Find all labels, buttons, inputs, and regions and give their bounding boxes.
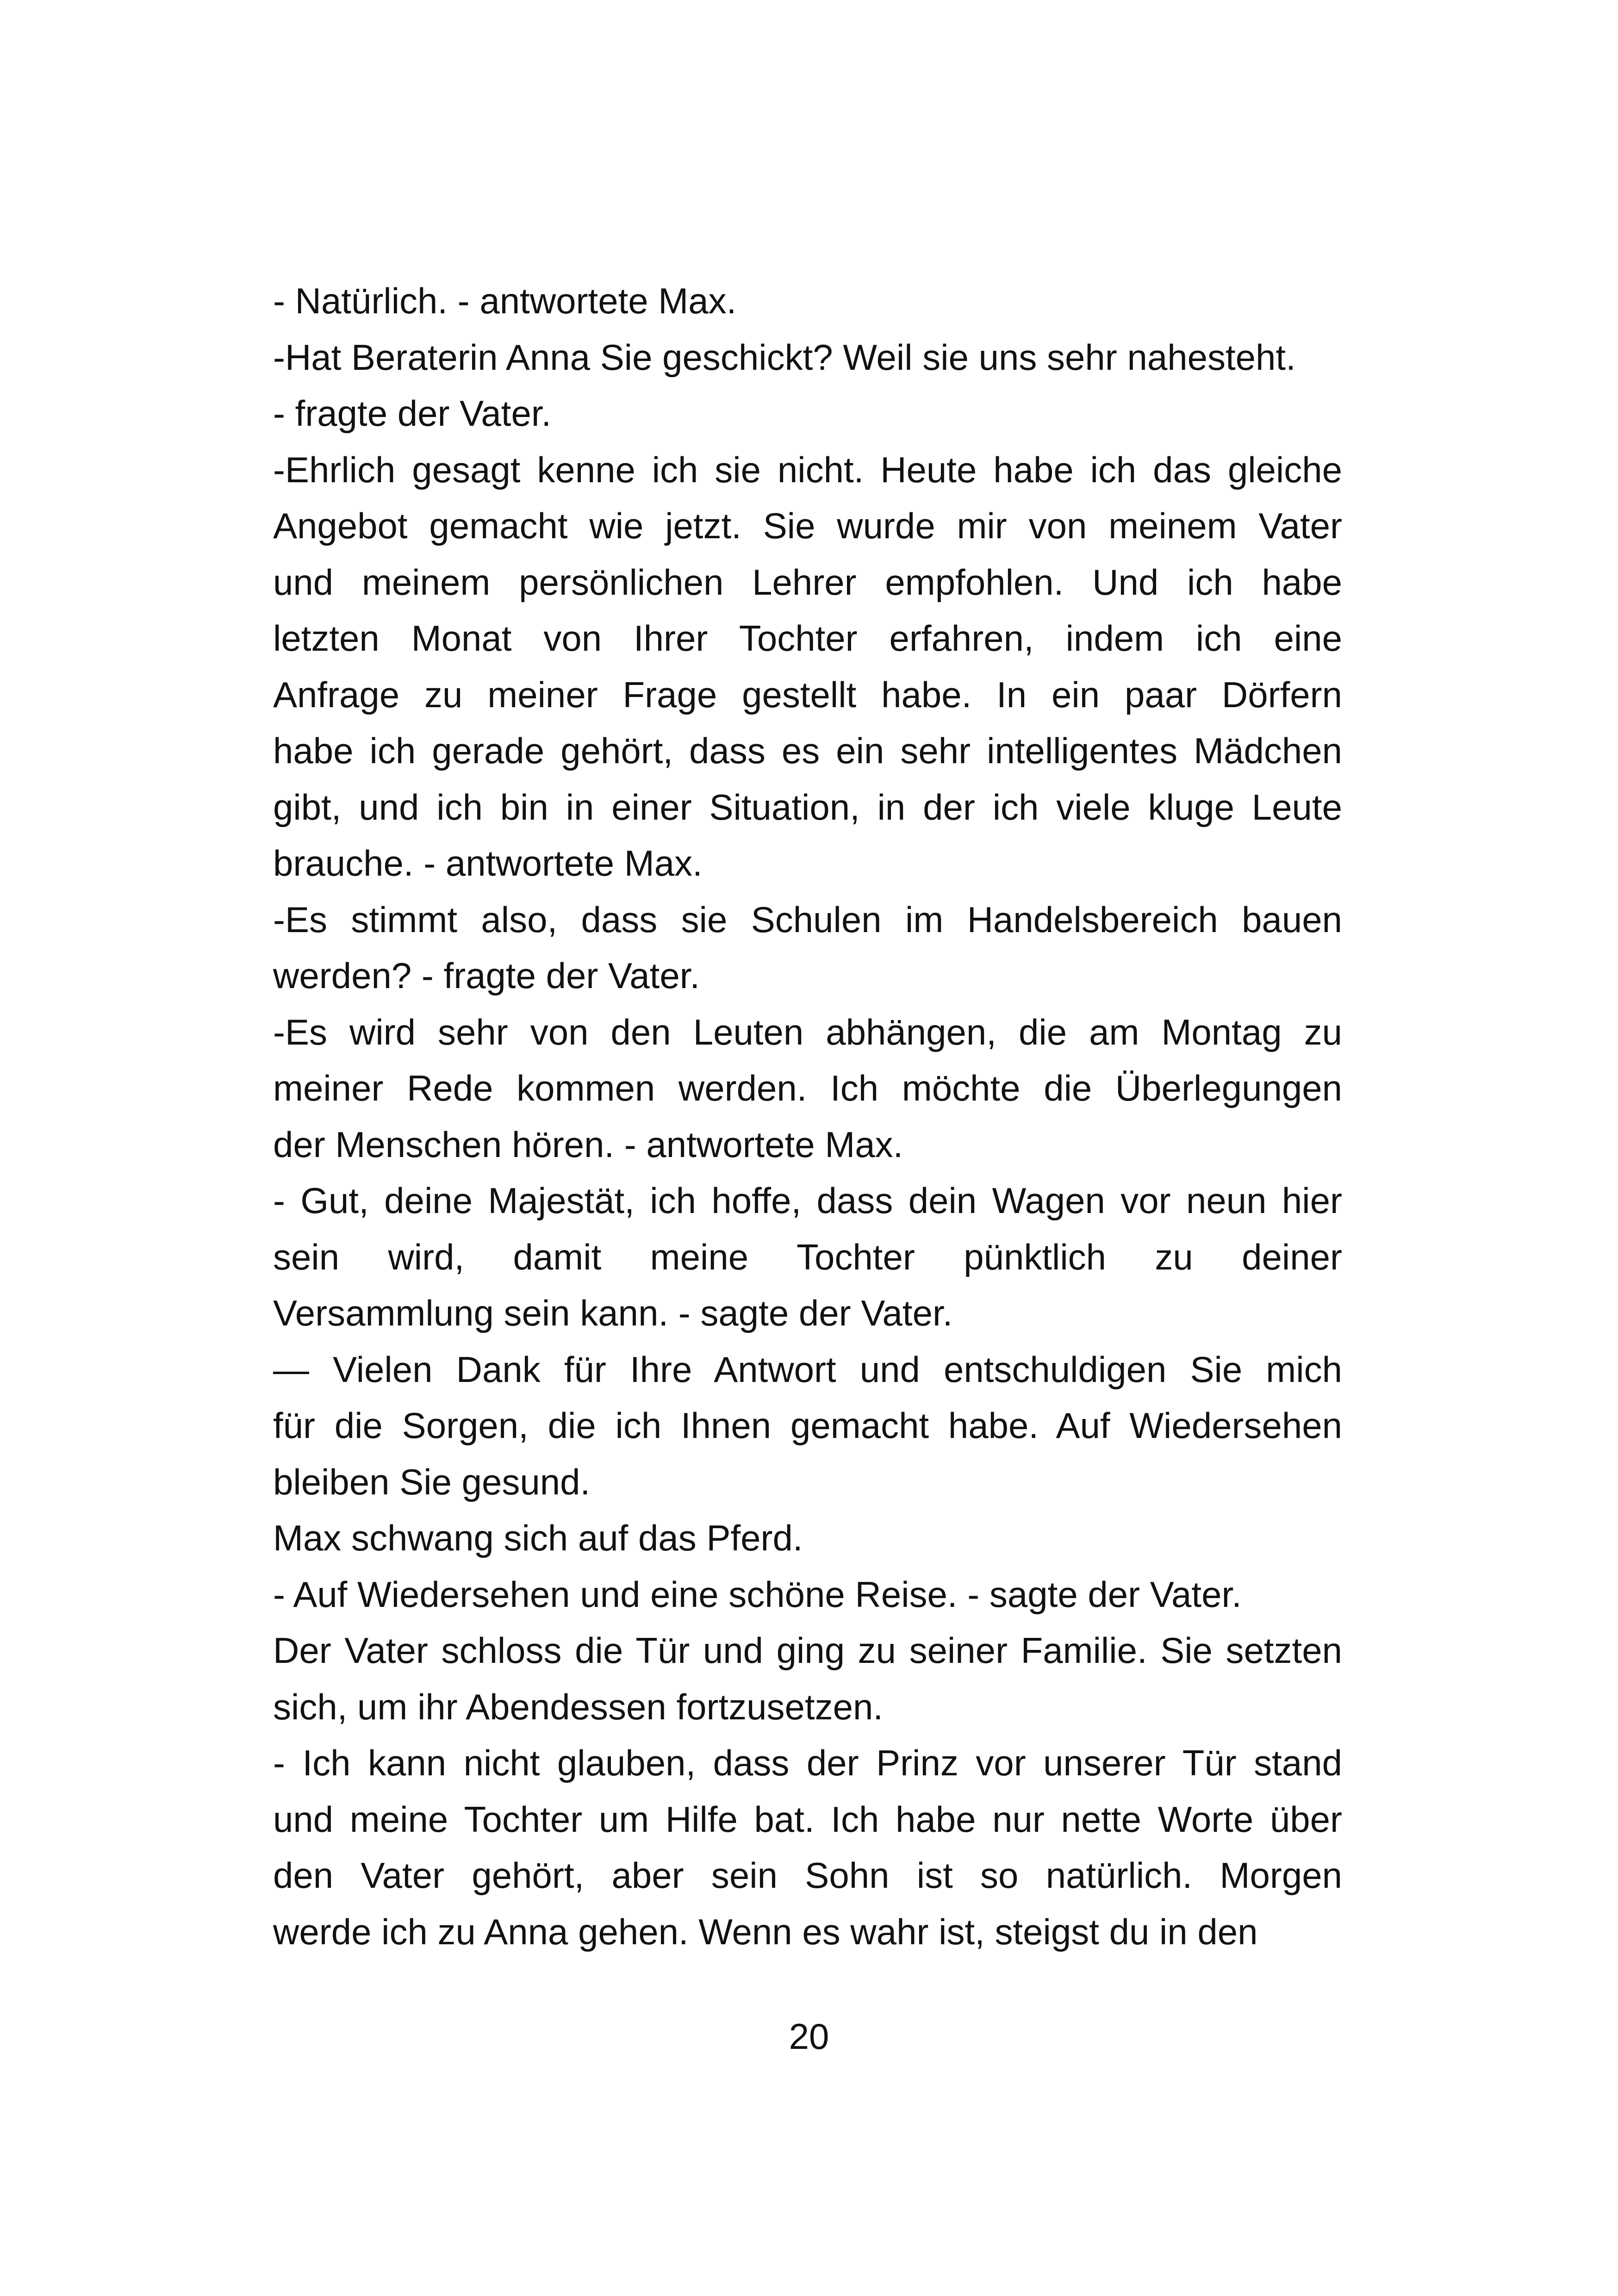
text-line: Der Vater schloss die Tür und ging zu seiner Familie. Sie setzten	[273, 1630, 1342, 1671]
text-line: und meinem persönlichen Lehrer empfohlen. Und ich habe	[273, 561, 1342, 603]
text-line: sich, um ihr Abendessen fortzusetzen.	[273, 1686, 884, 1727]
text-line: — Vielen Dank für Ihre Antwort und entschuldigen Sie mich	[273, 1349, 1342, 1390]
text-line: sein wird, damit meine Tochter pünktlich zu deiner	[273, 1236, 1342, 1277]
text-line: Versammlung sein kann. - sagte der Vater.	[273, 1293, 953, 1333]
text-line: -Es stimmt also, dass sie Schulen im Handelsbereich bauen	[273, 899, 1342, 940]
text-line: - Natürlich. - antwortete Max.	[273, 280, 737, 321]
text-line: - Gut, deine Majestät, ich hoffe, dass dein Wagen vor neun hier	[273, 1180, 1342, 1221]
text-line: -Hat Beraterin Anna Sie geschickt? Weil sie uns sehr nahesteht.	[273, 336, 1296, 378]
body-text	[273, 273, 1342, 1960]
text-line: gibt, und ich bin in einer Situation, in der ich viele kluge Leute	[273, 786, 1342, 828]
text-line: habe ich gerade gehört, dass es ein sehr intelligentes Mädchen	[273, 730, 1342, 771]
text-line: der Menschen hören. - antwortete Max.	[273, 1124, 903, 1165]
text-line: - Auf Wiedersehen und eine schöne Reise. - sagte der Vater.	[273, 1574, 1242, 1615]
text-line: - fragte der Vater.	[273, 393, 552, 434]
text-line: für die Sorgen, die ich Ihnen gemacht habe. Auf Wiedersehen	[273, 1405, 1342, 1446]
text-line: letzten Monat von Ihrer Tochter erfahren, indem ich eine	[273, 618, 1342, 659]
text-line: meiner Rede kommen werden. Ich möchte die Überlegungen	[273, 1068, 1342, 1108]
text-line: den Vater gehört, aber sein Sohn ist so natürlich. Morgen	[273, 1855, 1342, 1896]
text-line: -Es wird sehr von den Leuten abhängen, die am Montag zu	[273, 1011, 1342, 1052]
text-line: und meine Tochter um Hilfe bat. Ich habe nur nette Worte über	[273, 1798, 1342, 1840]
page-number: 20	[789, 2016, 829, 2057]
text-line: - Ich kann nicht glauben, dass der Prinz vor unserer Tür stand	[273, 1742, 1342, 1783]
text-line: Angebot gemacht wie jetzt. Sie wurde mir von meinem Vater	[273, 505, 1342, 546]
text-line: -Ehrlich gesagt kenne ich sie nicht. Heute habe ich das gleiche	[273, 449, 1342, 490]
text-line: brauche. - antwortete Max.	[273, 843, 703, 884]
text-line: werden? - fragte der Vater.	[273, 955, 700, 996]
text-line: Anfrage zu meiner Frage gestellt habe. In ein paar Dörfern	[273, 674, 1342, 715]
text-line: werde ich zu Anna gehen. Wenn es wahr ist, steigst du in den	[273, 1911, 1258, 1952]
text-line: Max schwang sich auf das Pferd.	[273, 1518, 803, 1558]
text-line: bleiben Sie gesund.	[273, 1461, 591, 1502]
